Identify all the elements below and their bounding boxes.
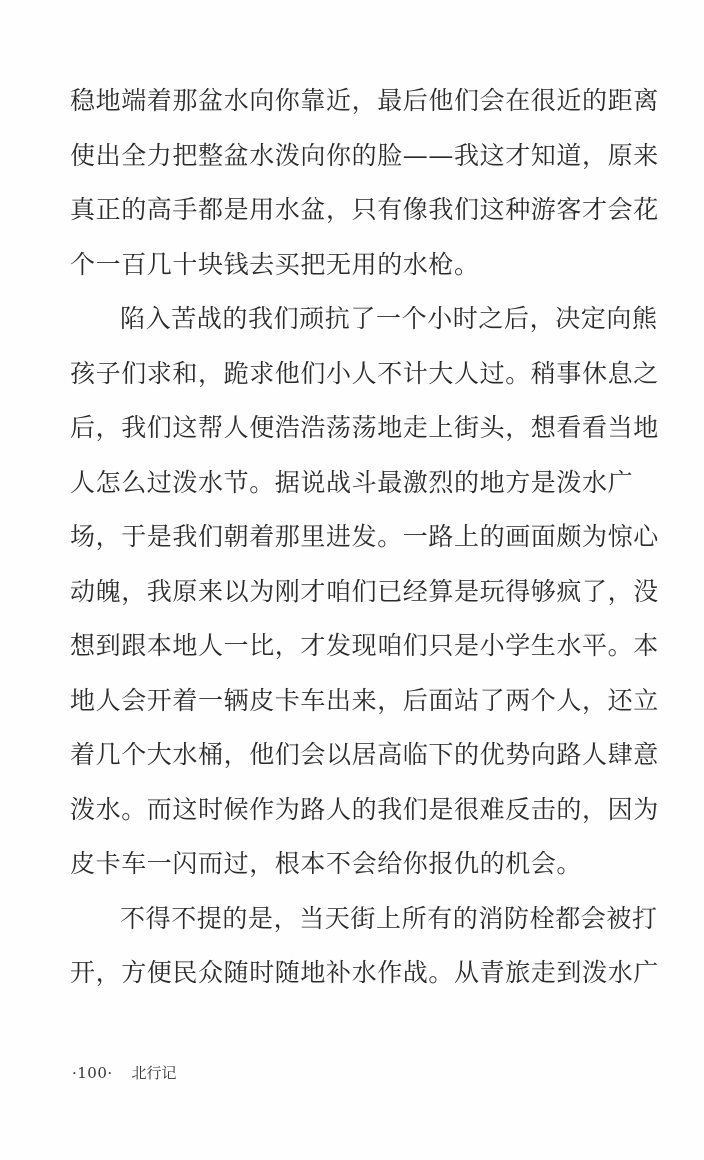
- book-title: 北行记: [131, 1064, 177, 1082]
- text-line: 使出全力把整盆水泼向你的脸——我这才知道，原来: [70, 140, 659, 170]
- text-line: 动魄，我原来以为刚才咱们已经算是玩得够疯了，没: [70, 576, 659, 606]
- text-line: 想到跟本地人一比，才发现咱们只是小学生水平。本: [70, 631, 659, 660]
- text-line: 着几个大水桶，他们会以居高临下的优势向路人肆意: [70, 740, 659, 769]
- text-line: 孩子们求和，跪求他们小人不计大人过。稍事休息之: [70, 358, 659, 388]
- text-line: 地人会开着一辆皮卡车出来，后面站了两个人，还立: [70, 685, 659, 715]
- page-number: ·100·: [72, 1064, 113, 1082]
- paragraph-start-line: 不得不提的是，当天街上所有的消防栓都会被打: [120, 903, 658, 933]
- text-line: 后，我们这帮人便浩浩荡荡地走上街头，想看看当地: [70, 413, 659, 442]
- text-line: 个一百几十块钱去买把无用的水枪。: [70, 249, 480, 279]
- text-line: 场，于是我们朝着那里进发。一路上的画面颇为惊心: [70, 522, 659, 551]
- text-line: 泼水。而这时候作为路人的我们是很难反击的，因为: [70, 794, 659, 824]
- text-line: 稳地端着那盆水向你靠近，最后他们会在很近的距离: [70, 86, 659, 115]
- text-line: 真正的高手都是用水盆，只有像我们这种游客才会花: [70, 195, 659, 224]
- text-line: 开，方便民众随时随地补水作战。从青旅走到泼水广: [70, 958, 659, 987]
- text-line: 皮卡车一闪而过，根本不会给你报仇的机会。: [70, 849, 583, 878]
- page-footer: [72, 1062, 176, 1083]
- paragraph-start-line: 陷入苦战的我们顽抗了一个小时之后，决定向熊: [120, 304, 658, 333]
- body-text: [70, 74, 659, 1001]
- text-line: 人怎么过泼水节。据说战斗最激烈的地方是泼水广: [70, 467, 634, 497]
